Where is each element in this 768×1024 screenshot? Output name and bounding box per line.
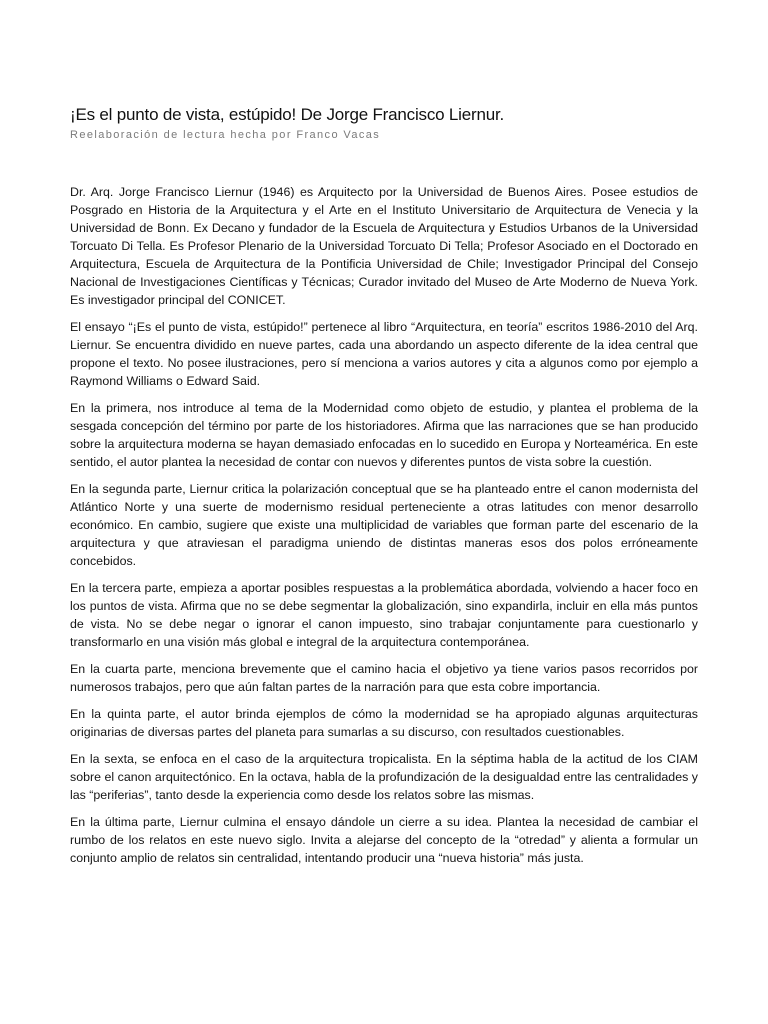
paragraph-part-three: En la tercera parte, empieza a aportar posibles respuestas a la problemática abordada, volviendo a hacer foco en los puntos de vista. Afirma que no se debe segmentar la globalización, sino expandirla, incluir en ella más puntos de vista. No se debe negar o ignorar el canon impuesto, sino trabajar conjuntamente para cuestionarlo y transformarlo en una visión más global e integral de la arquitectura contemporánea. (70, 581, 698, 649)
paragraph-part-four: En la cuarta parte, menciona brevemente que el camino hacia el objetivo ya tiene varios pasos recorridos por numerosos trabajos, pero que aún faltan partes de la narración para que esta cobre importancia. (70, 662, 698, 694)
paragraph-part-five: En la quinta parte, el autor brinda ejemplos de cómo la modernidad se ha apropiado algunas arquitecturas originarias de diversas partes del planeta para sumarlas a su discurso, con resultados cuestionables. (70, 707, 698, 739)
paragraph-part-two: En la segunda parte, Liernur critica la polarización conceptual que se ha planteado entre el canon modernista del Atlántico Norte y una suerte de modernismo residual perteneciente a otras latitudes con menor desarrollo económico. En cambio, sugiere que existe una multiplicidad de variables que forman parte del escenario de la arquitectura y que atraviesan el paradigma uniendo de distintas maneras esos dos polos erróneamente concebidos. (70, 482, 698, 568)
document-body (70, 183, 698, 867)
paragraph-parts-six-to-eight: En la sexta, se enfoca en el caso de la arquitectura tropicalista. En la séptima habla de la actitud de los CIAM sobre el canon arquitectónico. En la octava, habla de la profundización de la desigualdad entre las centralidades y las “periferias”, tanto desde la experiencia como desde los relatos sobre las mismas. (70, 752, 698, 802)
document-page (70, 104, 698, 876)
paragraph-part-one: En la primera, nos introduce al tema de la Modernidad como objeto de estudio, y plantea el problema de la sesgada concepción del término por parte de los historiadores. Afirma que las narraciones que se han producido sobre la arquitectura moderna se hayan demasiado enfocadas en lo sucedido en Europa y Norteamérica. En este sentido, el autor plantea la necesidad de contar con nuevos y diferentes puntos de vista sobre la cuestión. (70, 401, 698, 469)
document-subtitle: Reelaboración de lectura hecha por Franco Vacas (70, 129, 381, 141)
paragraph-conclusion: En la última parte, Liernur culmina el ensayo dándole un cierre a su idea. Plantea la necesidad de cambiar el rumbo de los relatos en este nuevo siglo. Invita a alejarse del concepto de la “otredad” y alienta a formular un conjunto amplio de relatos sin centralidad, intentando producir una “nueva historia” más justa. (70, 815, 698, 865)
paragraph-author-bio: Dr. Arq. Jorge Francisco Liernur (1946) es Arquitecto por la Universidad de Buenos Aires. Posee estudios de Posgrado en Historia de la Arquitectura y el Arte en el Instituto Universitario de Arquitectura de Venecia y la Universidad de Bonn. Ex Decano y fundador de la Escuela de Arquitectura y Estudios Urbanos de la Universidad Torcuato Di Tella. Es Profesor Plenario de la Universidad Torcuato Di Tella; Profesor Asociado en el Doctorado en Arquitectura, Escuela de Arquitectura de la Pontificia Universidad de Chile; Investigador Principal del Consejo Nacional de Investigaciones Científicas y Técnicas; Curador invitado del Museo de Arte Moderno de Nueva York. Es investigador principal del CONICET. (70, 185, 698, 307)
document-title: ¡Es el punto de vista, estúpido! De Jorge Francisco Liernur. (70, 105, 505, 124)
paragraph-essay-intro: El ensayo “¡Es el punto de vista, estúpido!” pertenece al libro “Arquitectura, en teoría” escritos 1986-2010 del Arq. Liernur. Se encuentra dividido en nueve partes, cada una abordando un aspecto diferente de la idea central que propone el texto. No posee ilustraciones, pero sí menciona a varios autores y cita a algunos como por ejemplo a Raymond Williams o Edward Said. (70, 320, 698, 388)
